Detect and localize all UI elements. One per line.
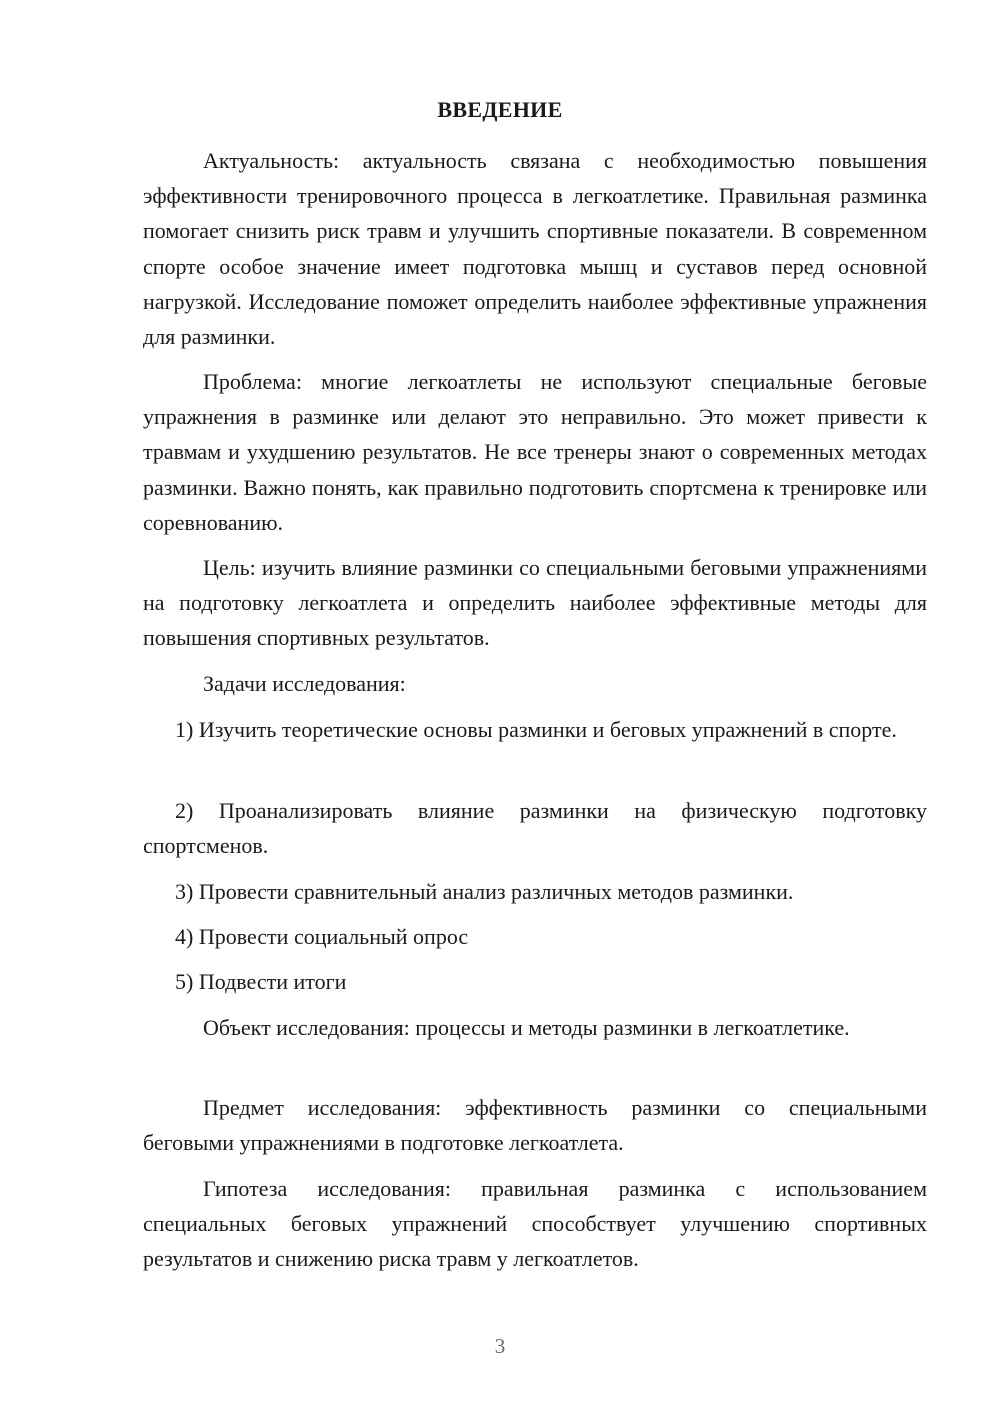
problem-paragraph: Проблема: многие легкоатлеты не используют специальные беговые упражнения в разминке или делают это неправильно. Это может привести к травмам и ухудшению результатов. Не все тренеры знают о современных методах разминки. Важно понять, как правильно подготовить спортсмена к тренировке или соревнованию. [143, 369, 927, 535]
task-item-5: 5) Подвести итоги [175, 969, 347, 994]
hypothesis-paragraph: Гипотеза исследования: правильная разминка с использованием специальных беговых упражнений способствует улучшению спортивных результатов и снижению риска травм у легкоатлетов. [143, 1176, 927, 1272]
task-item-1: 1) Изучить теоретические основы разминки и беговых упражнений в спорте. [175, 717, 897, 742]
task-item-3: 3) Провести сравнительный анализ различных методов разминки. [175, 879, 794, 904]
goal-paragraph: Цель: изучить влияние разминки со специальными беговыми упражнениями на подготовку легкоатлета и определить наиболее эффективные методы для повышения спортивных результатов. [143, 555, 927, 651]
task-item-2: 2) Проанализировать влияние разминки на физическую подготовку спортсменов. [143, 798, 927, 859]
tasks-heading: Задачи исследования: [203, 671, 406, 696]
section-title: ВВЕДЕНИЕ [437, 97, 563, 122]
task-item-4: 4) Провести социальный опрос [175, 924, 469, 949]
relevance-paragraph: Актуальность: актуальность связана с необходимостью повышения эффективности тренировочного процесса в легкоатлетике. Правильная разминка помогает снизить риск травм и улучшить спортивные показатели. В современном спорте особое значение имеет подготовка мышц и суставов перед основной нагрузкой. Исследование поможет определить наиболее эффективные упражнения для разминки. [143, 148, 927, 350]
subject-paragraph: Предмет исследования: эффективность разминки со специальными беговыми упражнениями в подготовке легкоатлета. [143, 1095, 927, 1156]
object-paragraph: Объект исследования: процессы и методы разминки в легкоатлетике. [203, 1015, 850, 1040]
page-number: 3 [494, 1334, 506, 1358]
